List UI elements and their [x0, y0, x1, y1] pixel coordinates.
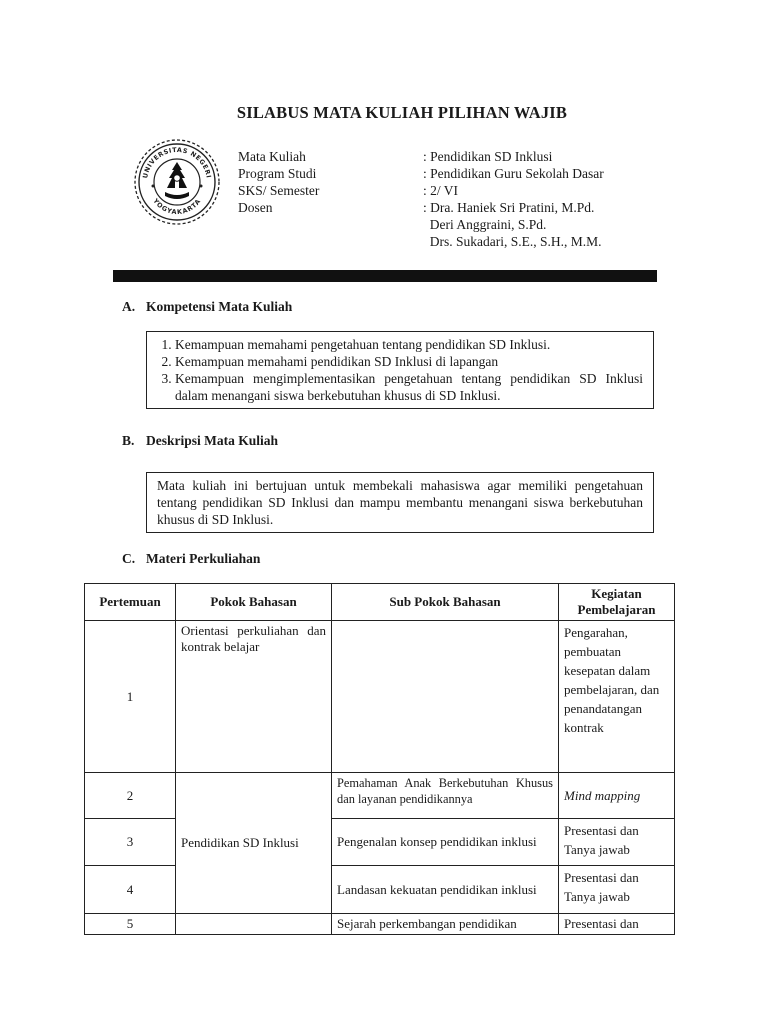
- row-number: 4: [85, 866, 176, 914]
- page-title: SILABUS MATA KULIAH PILIHAN WAJIB: [236, 103, 568, 122]
- table-row: [85, 914, 675, 935]
- info-value: Drs. Sukadari, S.E., S.H., M.M.: [423, 234, 602, 249]
- info-label: Mata Kuliah: [238, 149, 306, 164]
- row-sub: Pengenalan konsep pendidikan inklusi: [332, 819, 559, 866]
- row-number: 2: [85, 773, 176, 819]
- row-pokok: [176, 914, 332, 935]
- row-sub: [332, 621, 559, 773]
- info-label: SKS/ Semester: [238, 183, 320, 198]
- info-label: Dosen: [238, 200, 273, 215]
- svg-text:UNIVERSITAS NEGERI: UNIVERSITAS NEGERI: [141, 145, 213, 180]
- svg-text:YOGYAKARTA: YOGYAKARTA: [151, 196, 203, 217]
- info-value: : Dra. Haniek Sri Pratini, M.Pd.: [423, 200, 595, 215]
- section-b-heading: B. Deskripsi Mata Kuliah: [122, 433, 279, 448]
- list-item: 2. Kemampuan memahami pendidikan SD Inklusi di lapangan: [175, 353, 643, 370]
- row-kegiatan: Presentasi dan Tanya jawab: [559, 819, 675, 866]
- info-value: Deri Anggraini, S.Pd.: [423, 217, 547, 232]
- row-sub: Sejarah perkembangan pendidikan: [332, 914, 559, 935]
- university-seal-icon: [133, 138, 221, 226]
- list-item: 1. Kemampuan memahami pengetahuan tentang pendidikan SD Inklusi.: [175, 336, 643, 353]
- materi-table: [84, 583, 675, 935]
- info-value: : Pendidikan SD Inklusi: [423, 149, 553, 164]
- competency-box: [146, 331, 654, 409]
- header-divider: [113, 270, 657, 282]
- info-value: : Pendidikan Guru Sekolah Dasar: [423, 166, 604, 181]
- row-kegiatan: Presentasi dan: [559, 914, 675, 935]
- competency-list: [157, 336, 643, 404]
- row-kegiatan: Pengarahan, pembuatan kesepatan dalam pembelajaran, dan penandatangan kontrak: [559, 621, 675, 773]
- row-pokok-group: Pendidikan SD Inklusi: [176, 773, 332, 914]
- info-value: : 2/ VI: [423, 183, 459, 198]
- header-sub: Sub Pokok Bahasan: [332, 584, 559, 621]
- header-pertemuan: Pertemuan: [85, 584, 176, 621]
- row-number: 3: [85, 819, 176, 866]
- description-box: Mata kuliah ini bertujuan untuk membekali mahasiswa agar memiliki pengetahuan tentang pendidikan SD Inklusi dan mampu membantu menangani siswa berkebutuhan khusus di SD Inklusi.: [146, 472, 654, 533]
- table-header-row: [85, 584, 675, 621]
- info-label: Program Studi: [238, 166, 317, 181]
- table-row: [85, 773, 675, 819]
- header-kegiatan: Kegiatan Pembelajaran: [559, 584, 675, 621]
- row-kegiatan: Presentasi dan Tanya jawab: [559, 866, 675, 914]
- table-row: [85, 819, 675, 866]
- course-info-values: [423, 148, 604, 250]
- row-sub: Landasan kekuatan pendidikan inklusi: [332, 866, 559, 914]
- list-item: 3. Kemampuan mengimplementasikan pengetahuan tentang pendidikan SD Inklusi dalam menangani siswa berkebutuhan khusus di SD Inklusi.: [175, 370, 643, 404]
- section-a-heading: A. Kompetensi Mata Kuliah: [122, 299, 293, 314]
- section-c-heading: C. Materi Perkuliahan: [122, 551, 261, 566]
- table-row: [85, 866, 675, 914]
- row-sub: Pemahaman Anak Berkebutuhan Khusus dan layanan pendidikannya: [332, 773, 559, 819]
- row-pokok: Orientasi perkuliahan dan kontrak belajar: [176, 621, 332, 773]
- course-info-labels: [238, 148, 319, 216]
- row-kegiatan: Mind mapping: [559, 773, 675, 819]
- header-pokok: Pokok Bahasan: [176, 584, 332, 621]
- row-number: 5: [85, 914, 176, 935]
- table-row: [85, 621, 675, 773]
- row-number: 1: [85, 621, 176, 773]
